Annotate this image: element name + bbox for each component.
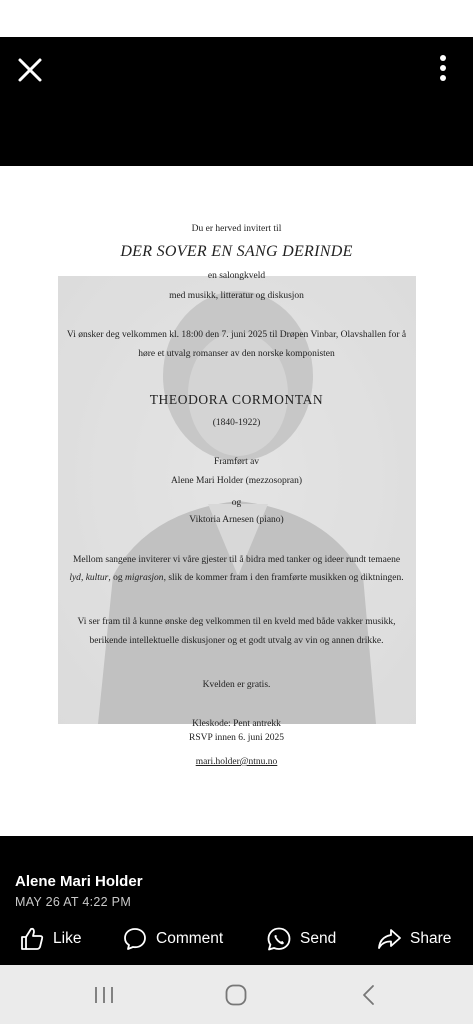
rsvp: RSVP innen 6. juni 2025 — [189, 733, 284, 743]
theme-1: lyd — [69, 573, 81, 583]
comment-icon — [122, 926, 148, 952]
system-navigation-bar — [0, 965, 473, 1024]
composer-years: (1840-1922) — [212, 418, 261, 428]
recents-icon — [91, 982, 117, 1008]
separator-1: , — [80, 573, 86, 583]
like-button[interactable] — [19, 924, 81, 954]
status-bar — [0, 0, 473, 37]
performer-1: Alene Mari Holder (mezzosopran) — [170, 476, 303, 486]
share-arrow-icon — [376, 926, 402, 952]
free-entry: Kvelden er gratis. — [202, 680, 271, 690]
separator-2: , og — [108, 573, 126, 583]
invite-subtitle-2: med musikk, litteratur og diskusjon — [169, 291, 304, 301]
back-icon — [356, 982, 382, 1008]
send-button[interactable] — [266, 924, 336, 954]
invite-intro: Du er herved invitert til — [191, 224, 282, 234]
performer-2: Viktoria Arnesen (piano) — [189, 515, 284, 525]
close-icon — [14, 54, 46, 86]
invite-title: DER SOVER EN SANG DERINDE — [120, 243, 353, 260]
theme-2: kultur — [85, 573, 109, 583]
post-info-panel — [0, 836, 473, 965]
post-actions — [0, 924, 473, 954]
close-button[interactable] — [14, 54, 46, 86]
invite-welcome-1: Vi ønsker deg velkommen kl. 18:00 den 7. juni 2025 til Drøpen Vinbar, Olavshallen for å — [66, 330, 407, 340]
dress-code: Kleskode: Pent antrekk — [192, 719, 281, 729]
more-options-button[interactable] — [430, 52, 456, 84]
thumbs-up-icon — [19, 926, 45, 952]
rsvp-email-link[interactable]: mari.holder@ntnu.no — [195, 757, 278, 767]
share-button[interactable] — [376, 924, 451, 954]
look-forward-2: berikende intellektuelle diskusjoner og et godt utvalg av vin og annen drikke. — [89, 636, 384, 646]
viewer-top-bar — [0, 37, 473, 166]
messenger-send-icon — [266, 926, 292, 952]
and-text: og — [231, 498, 242, 508]
post-timestamp: MAY 26 AT 4:22 PM — [15, 895, 132, 909]
home-button[interactable] — [223, 982, 249, 1008]
back-button[interactable] — [356, 982, 382, 1008]
look-forward-1: Vi ser fram til å kunne ønske deg velkommen til en kveld med både vakker musikk, — [77, 617, 396, 627]
send-label: Send — [300, 930, 337, 947]
more-vertical-icon — [430, 52, 456, 84]
between-songs-end: , slik de kommer fram i den framførte musikken og diktningen. — [163, 573, 404, 583]
between-songs-2 — [0, 572, 473, 584]
invitation-text — [0, 166, 473, 836]
share-label: Share — [410, 930, 452, 947]
comment-button[interactable] — [122, 924, 223, 954]
like-label: Like — [53, 930, 82, 947]
post-author[interactable]: Alene Mari Holder — [15, 873, 143, 890]
comment-label: Comment — [156, 930, 224, 947]
theme-3: migrasjon — [125, 573, 164, 583]
invite-welcome-2: høre et utvalg romanser av den norske komponisten — [138, 349, 335, 359]
home-icon — [223, 982, 249, 1008]
invitation-photo[interactable] — [0, 166, 473, 836]
recents-button[interactable] — [91, 982, 117, 1008]
between-songs-1: Mellom sangene inviterer vi våre gjester til å bidra med tanker og ideer rundt temaene — [72, 555, 401, 565]
composer-name: THEODORA CORMONTAN — [149, 392, 324, 407]
performed-by: Framført av — [213, 457, 260, 467]
invite-subtitle-1: en salongkveld — [207, 271, 266, 281]
